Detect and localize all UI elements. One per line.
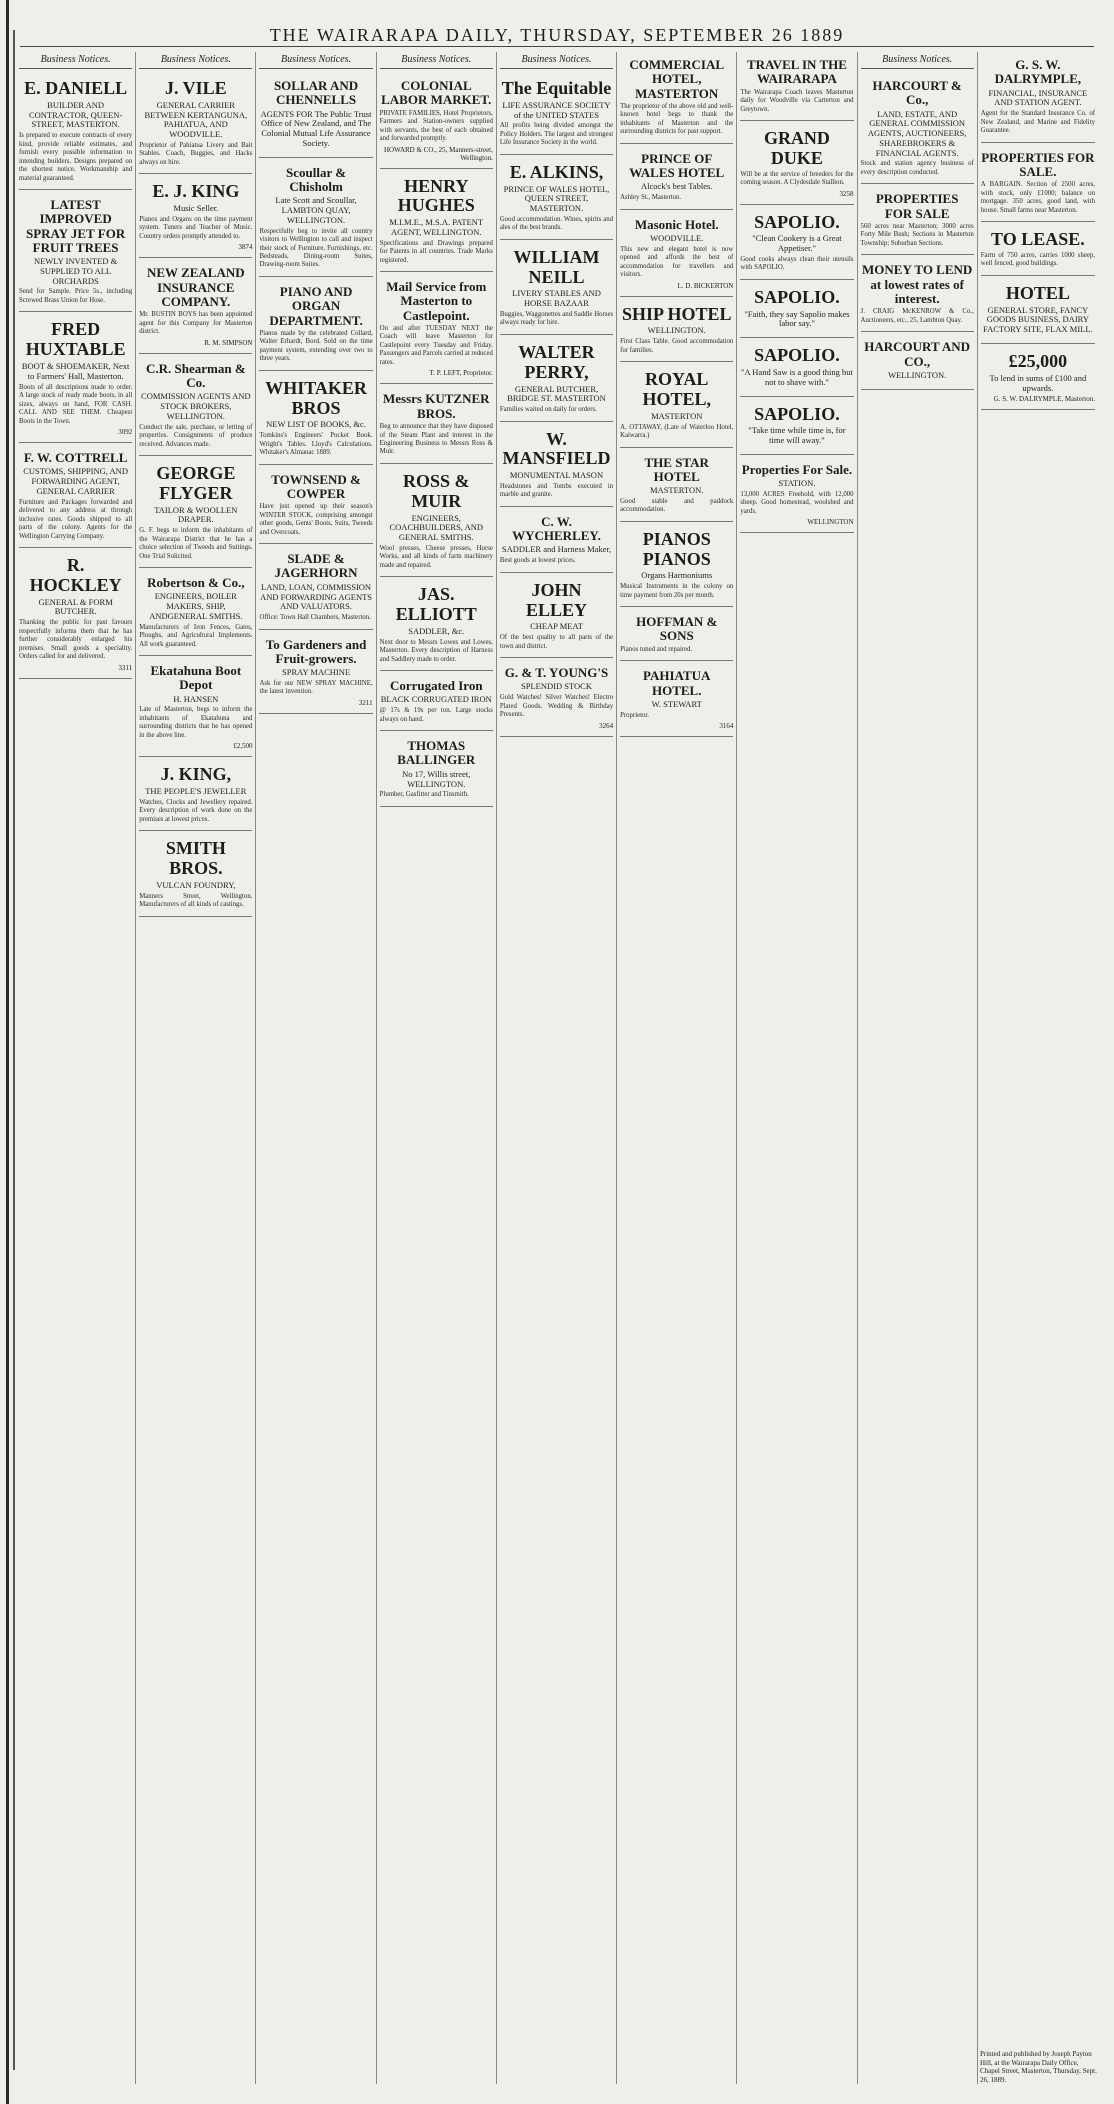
ad-body: Next door to Messrs Lowes and Lowes, Masterton. Every description of Harness and Saddlery made to order. (379, 638, 493, 663)
advertisement (380, 733, 493, 807)
ad-title: E. J. KING (152, 181, 240, 202)
advertisement (380, 673, 493, 731)
advertisement (981, 224, 1095, 276)
ad-title: LATEST IMPROVED SPRAY JET FOR FRUIT TREES (26, 197, 126, 255)
advertisement (740, 52, 853, 121)
ad-body: Headstones and Tombs executed in marble and granite. (499, 482, 614, 499)
advertisement (19, 550, 132, 679)
ad-body: On and after TUESDAY NEXT the Coach will leave Masterton for Castlepoint every Tuesday and Friday. Passengers and Parcels carried at reduced rates. (379, 325, 493, 366)
ad-title: HOFFMAN & SONS (636, 614, 718, 644)
ad-subtitle: "Clean Cookery is a Great Appetiser." (752, 233, 842, 254)
ad-body: G. F. begs to inform the inhabitants of the Wairarapa District that he has a choice selection of Tweeds and Suitings. One Trial Solicited. (139, 527, 253, 560)
advertisement (981, 52, 1095, 143)
ad-reference: 3092 (118, 428, 133, 436)
advertisement (740, 457, 853, 534)
column-3 (256, 52, 376, 2084)
ad-reference: L. D. BICKERTON (677, 281, 734, 290)
ad-body: Send for Sample. Price 5s., including Screwed Brass Union for Hose. (19, 288, 133, 304)
ad-title: HARCOURT AND CO., (864, 339, 971, 369)
advertisement (139, 458, 252, 568)
ad-subtitle: "A Hand Saw is a good thing but not to shave with." (741, 367, 853, 387)
ad-subtitle: SADDLER and Harness Maker, (501, 544, 612, 555)
ad-subtitle: Late Scott and Scoullar, LAMBTON QUAY, WELLINGTON. (275, 195, 357, 225)
ad-title: SAPOLIO. (754, 286, 840, 307)
ad-body: Conduct the sale, purchase, or letting of properties. Consignments of produce received. Advances made. (139, 423, 253, 448)
ad-reference: T. P. LEFT, Proprietor. (429, 369, 493, 378)
advertisement (259, 160, 372, 277)
ad-body: Late of Masterton, begs to inform the inhabitants of Ekatahuna and surrounding districts that he has opened in the above line. (139, 706, 253, 739)
ad-subtitle: No 17, Willis street, WELLINGTON. (402, 768, 471, 789)
ad-title: R. HOCKLEY (29, 555, 122, 595)
ad-reference: 3874 (238, 243, 253, 252)
ad-body: 560 acres near Masterton; 3000 acres Forty Mile Bush; Sections in Masterton Township; Suburban Sections. (860, 222, 974, 247)
ad-title: WHITAKER BROS (265, 377, 367, 418)
ad-body: Specifications and Drawings prepared for Patents in all countries. Trade Marks registered. (379, 239, 493, 264)
ad-reference: 3164 (719, 722, 734, 731)
ad-title: G. & T. YOUNG'S (504, 665, 609, 681)
ad-body: PRIVATE FAMILIES, Hotel Proprietors, Farmers and Station-owners supplied with servants, the best of each obtained and forwarded promptly. (379, 109, 493, 143)
ad-title: Masonic Hotel. (634, 216, 719, 232)
ad-subtitle: "Take time while time is, for time will away." (748, 425, 846, 446)
ad-subtitle: THE PEOPLE'S JEWELLER (145, 786, 247, 797)
advertisement (19, 314, 132, 443)
ad-subtitle: TAILOR & WOOLLEN DRAPER. (154, 504, 238, 525)
advertisement (861, 334, 974, 389)
ad-reference: 3258 (839, 189, 854, 198)
ad-body: Farm of 750 acres, carries 1000 sheep, well fenced, good buildings. (980, 251, 1095, 268)
column-5 (497, 52, 617, 2084)
ad-body: A BARGAIN. Section of 2500 acres, with stock, only £1000; balance on mortgage. 350 acres, good land, with house. Small farms near Masterton. (980, 181, 1095, 214)
ad-title: Mail Service from Masterton to Castlepoint. (386, 279, 487, 323)
ad-subtitle: ENGINEERS, BOILER MAKERS, SHIP, ANDGENERAL SMITHS. (149, 591, 243, 621)
ad-body: Pianos made by the celebrated Collard, Walter Erhardt, Bord. Sold on the time payment system, extending over two to three years. (259, 329, 373, 363)
ad-title: F. W. COTTRELL (23, 450, 128, 465)
advertisement (19, 73, 132, 190)
ad-title: Robertson & Co., (147, 575, 245, 591)
ad-title: J. VILE (164, 78, 227, 98)
advertisement (380, 73, 493, 169)
advertisement (259, 632, 372, 714)
advertisement (740, 340, 853, 396)
ad-title: SAPOLIO. (754, 345, 840, 366)
advertisement (620, 450, 733, 522)
advertisement (861, 257, 974, 332)
ad-body: Respectfully beg to invite all country visitors to Wellington to call and inspect their stock of Furniture, Furnishings, etc. Bedsteads, Dining-room Suites, Drawing-room Suites. (259, 227, 373, 269)
ad-title: HENRY HUGHES (397, 175, 475, 216)
ad-reference: 3211 (358, 698, 373, 707)
ad-body: The proprietor of the above old and well-known hotel begs to thank the inhabitants of Masterton and the surrounding districts for past support. (620, 102, 734, 136)
ad-body: Beg to announce that they have disposed of the Steam Plant and interest in the Engineering Business to Messrs Ross & Muir. (379, 423, 493, 456)
ad-subtitle: NEWLY INVENTED & SUPPLIED TO ALL ORCHARDS (33, 256, 118, 286)
advertisement (259, 546, 372, 629)
ad-title: Ekatahuna Boot Depot (150, 663, 242, 693)
ad-subtitle: LIVERY STABLES AND HORSE BAZAAR (512, 288, 601, 309)
ad-title: C. W. WYCHERLEY. (512, 513, 601, 544)
advertisement (620, 663, 733, 737)
ad-title: E. DANIELL (24, 78, 128, 98)
advertisement (981, 278, 1095, 344)
advertisement (139, 176, 252, 258)
advertisement (500, 509, 613, 573)
ad-body: Good cooks always clean their utensils with SAPOLIO. (740, 255, 854, 272)
column-4 (377, 52, 497, 2084)
ad-subtitle: LIFE ASSURANCE SOCIETY of the UNITED STATES (502, 99, 611, 120)
column-9 (978, 52, 1098, 2084)
ad-body: Boots of all descriptions made to order. A large stock of ready made boots, in all sizes, always on hand, FOR CASH. CALL AND SEE THEM. Cheapest Boots in the Town. (19, 383, 133, 425)
ad-subtitle: SPLENDID STOCK (521, 681, 592, 692)
advertisement (620, 212, 733, 297)
ad-subtitle: FINANCIAL, INSURANCE AND STATION AGENT. (988, 87, 1088, 108)
ad-subtitle: Alcock's best Tables. (641, 181, 713, 192)
advertisement (620, 52, 733, 144)
ad-title: TRAVEL IN THE WAIRARAPA (746, 57, 847, 87)
ad-subtitle: GENERAL STORE, FANCY GOODS BUSINESS, DAIRY FACTORY SITE, FLAX MILL. (983, 304, 1093, 335)
ad-title: SAPOLIO. (754, 403, 840, 424)
ad-subtitle: BOOT & SHOEMAKER, Next to Farmers' Hall, Masterton. (21, 361, 130, 381)
advertisement (861, 73, 974, 184)
column-heading: Business Notices. (259, 52, 372, 69)
ad-subtitle: VULCAN FOUNDRY, (156, 880, 236, 891)
advertisement (500, 660, 613, 737)
ad-title: FRED HUXTABLE (25, 319, 126, 360)
advertisement (139, 260, 252, 353)
ad-reference: R. M. SIMPSON (204, 338, 253, 347)
column-8 (858, 52, 978, 2084)
ad-body: Watches, Clocks and Jewellery repaired. Every description of work done on the premises at lowest prices. (139, 798, 253, 823)
ad-body: This new and elegant hotel is now opened and affords the best of accommodation for travellers and visitors. (620, 245, 734, 279)
ad-title: Scoullar & Chisholm (286, 164, 347, 194)
column-heading: Business Notices. (19, 52, 132, 69)
ad-body: Wool presses, Cheese presses, Horse Works, and all kinds of farm machinery made and repaired. (379, 544, 493, 569)
advertisement (139, 658, 252, 757)
ad-body: Manufacturers of Iron Fences, Gates, Ploughs, and Agricultural Implements. All work guaranteed. (139, 623, 253, 648)
ad-subtitle: M.I.M.E., M.S.A. PATENT AGENT, WELLINGTON. (389, 217, 484, 237)
ad-title: PIANO AND ORGAN DEPARTMENT. (269, 283, 363, 328)
column-1 (16, 52, 136, 2084)
ad-subtitle: GENERAL CARRIER BETWEEN KERTANGUNA, PAHIATUA, AND WOODVILLE. (144, 99, 248, 140)
ad-title: TO LEASE. (991, 229, 1085, 250)
ad-subtitle: Organs Harmoniums (641, 570, 713, 581)
ad-title: C.R. Shearman & Co. (145, 360, 246, 390)
ad-body: Pianos tuned and repaired. (620, 645, 693, 653)
column-heading: Business Notices. (500, 52, 613, 69)
advertisement (500, 337, 613, 422)
ad-body: Buggies, Waggonettes and Saddle Horses always ready for hire. (499, 310, 614, 327)
ad-subtitle: MONUMENTAL MASON (509, 470, 604, 481)
ad-title: G. S. W. DALRYMPLE, (994, 57, 1082, 87)
ad-body: Best goods at lowest prices. (499, 557, 576, 565)
advertisement (620, 609, 733, 661)
advertisement (139, 356, 252, 456)
ad-subtitle: GENERAL & FORM BUTCHER. (38, 596, 113, 617)
ad-title: Properties For Sale. (741, 461, 853, 477)
ad-title: PIANOS PIANOS (642, 528, 711, 569)
ad-body: Will be at the service of breeders for the coming season. A Clydesdale Stallion. (740, 170, 854, 187)
ad-body: Office: Town Hall Chambers, Masterton. (259, 614, 371, 622)
ad-subtitle: NEW LIST OF BOOKS, &c. (266, 419, 366, 430)
advertisement (380, 386, 493, 464)
advertisement (139, 833, 252, 916)
ad-reference: 3311 (118, 663, 133, 672)
ad-title: To Gardeners and Fruit-growers. (265, 636, 367, 666)
advertisement (19, 445, 132, 548)
ad-body: Good stable and paddock accommodation. (620, 497, 734, 514)
ad-title: PROPERTIES FOR SALE. (981, 149, 1095, 179)
ad-body: Pianos and Organs on the time payment system. Tuners and Teacher of Music. Country orders promptly attended to. (139, 215, 253, 240)
ad-title: Messrs KUTZNER BROS. (383, 391, 490, 421)
ad-subtitle: W. STEWART (651, 698, 702, 709)
advertisement (259, 373, 372, 465)
ad-subtitle: GENERAL BUTCHER, BRIDGE ST. MASTERTON (507, 383, 606, 404)
ad-title: HOTEL (1005, 282, 1070, 303)
ad-subtitle: MASTERTON (651, 410, 703, 421)
ad-subtitle: To lend in sums of £100 and upwards. (989, 372, 1087, 393)
advertisement (139, 759, 252, 831)
ad-title: J. KING, (160, 764, 232, 785)
advertisement (620, 146, 733, 210)
advertisement (500, 575, 613, 658)
ad-body: Agent for the Standard Insurance Co. of New Zealand, and Marine and Fidelity Guarantee. (980, 110, 1095, 135)
ad-title: SOLLAR AND CHENNELLS (273, 78, 359, 108)
ad-title: GEORGE FLYGER (156, 463, 236, 503)
ad-subtitle: LAND, LOAN, COMMISSION AND FORWARDING AGENTS AND VALUATORS. (260, 581, 373, 612)
advertisement (740, 207, 853, 280)
ad-body: Have just opened up their season's WINTER STOCK, comprising amongst other goods, Gents' Boots, Suits, Tweeds and Overcoats. (259, 503, 373, 536)
ad-title: JAS. ELLIOTT (395, 584, 477, 625)
advertisement (861, 186, 974, 255)
advertisement (500, 424, 613, 507)
masthead-title: THE WAIRARAPA DAILY, THURSDAY, SEPTEMBER 26 1889 (269, 25, 845, 45)
ad-title: GRAND DUKE (763, 128, 830, 168)
ad-title: MONEY TO LEND at lowest rates of interest. (862, 262, 973, 307)
ad-title: The Equitable (501, 78, 612, 98)
ad-title: NEW ZEALAND INSURANCE COMPANY. (147, 265, 245, 309)
ad-title: ROYAL HOTEL, (642, 369, 711, 409)
ad-title: SLADE & JAGERHORN (274, 551, 358, 581)
ad-subtitle: AGENTS FOR The Public Trust Office of New Zealand, and The Colonial Mutual Life Assurance Society. (260, 108, 372, 148)
advertisement (620, 364, 733, 447)
ad-body: Families waited on daily for orders. (499, 406, 597, 414)
ad-title: PRINCE OF WALES HOTEL (629, 150, 725, 181)
ad-body: Thanking the public for past favours respectfully informs them that he has further considerably enlarged his premises. Small goods a speciality. Orders called for and delivered. (19, 619, 133, 661)
ad-subtitle: SPRAY MACHINE (281, 667, 351, 678)
imprint: Printed and published by Joseph Payton Hill, at the Wairarapa Daily Office, Chapel Street, Masterton, Thursday, Sept. 26, 1889. (980, 2050, 1097, 2084)
advertisement (259, 467, 372, 545)
ad-subtitle: ENGINEERS, COACHBUILDERS, AND GENERAL SMITHS. (389, 512, 484, 543)
advertisement (259, 73, 372, 158)
ad-reference: 3264 (599, 721, 614, 730)
advertisement (620, 524, 733, 607)
column-heading: Business Notices. (380, 52, 493, 69)
ad-title: WILLIAM NEILL (513, 246, 600, 287)
ad-subtitle: CHEAP MEAT (530, 621, 583, 632)
ad-body: Furniture and Packages forwarded and delivered to any address at through inclusive rates. Goods shipped to all parts of the colony. Agents for the Wellington Carrying Company. (19, 498, 133, 540)
advertisement (500, 242, 613, 335)
ad-body: 13,000 ACRES Freehold, with 12,000 sheep. Good homestead, woolshed and yards. (740, 490, 854, 515)
ad-title: COMMERCIAL HOTEL, MASTERTON (629, 57, 725, 101)
advertisement (380, 171, 493, 273)
ad-subtitle: WELLINGTON. (888, 369, 947, 380)
ad-body: Is prepared to execute contracts of every kind, provide reliable estimates, and furnish every possible information to intending builders. Designs prepared on the shortest notice. Workmanship and material guaranteed. (19, 132, 133, 182)
ad-title: TOWNSEND & COWPER (271, 471, 361, 501)
ad-subtitle: MASTERTON. (650, 485, 704, 496)
ad-title: Corrugated Iron (389, 678, 483, 694)
ad-title: PROPERTIES FOR SALE (875, 191, 959, 221)
advertisement (981, 145, 1095, 223)
advertisement (740, 123, 853, 205)
ad-subtitle: "Faith, they say Sapolio makes labor say." (744, 308, 850, 329)
advertisement (620, 299, 733, 363)
advertisement (380, 274, 493, 384)
column-heading: Business Notices. (139, 52, 252, 69)
ad-subtitle: Music Seller. (173, 203, 219, 214)
ad-title: SAPOLIO. (754, 211, 840, 232)
column-2 (136, 52, 256, 2084)
ad-subtitle: STATION. (778, 478, 816, 489)
ad-reference: £2,500 (233, 742, 253, 751)
column-7 (737, 52, 857, 2084)
ad-body: Plumber, Gasfitter and Tinsmith. (379, 791, 469, 799)
ad-title: THE STAR HOTEL (644, 454, 709, 484)
ad-subtitle: H. HANSEN (173, 693, 219, 704)
advertisement (19, 192, 132, 312)
ad-title: THOMAS BALLINGER (397, 738, 476, 768)
ad-body: Gold Watches! Silver Watches! Electro Plated Goods. Wedding & Birthday Presents. (499, 694, 614, 719)
ad-body: Ashley St., Masterton. (620, 194, 682, 202)
ad-body: @ 17s & 19s per ton. Large stocks always on hand. (379, 707, 493, 723)
ad-body: Good accommodation. Wines, spirits and ales of the best brands. (499, 215, 614, 232)
ad-title: E. ALKINS, (509, 161, 604, 182)
advertisement (500, 157, 613, 240)
ad-body: A. OTTAWAY, (Late of Waterloo Hotel, Kaiwarra.) (620, 423, 734, 440)
advertisement (380, 466, 493, 577)
advertisement (139, 570, 252, 656)
advertisement (139, 73, 252, 174)
advertisement (740, 399, 853, 455)
ad-title: JOHN ELLEY (525, 579, 587, 620)
ad-body: Ask for our NEW SPRAY MACHINE, the latest invention. (259, 679, 373, 696)
ad-body: First Class Table. Good accommodation for families. (620, 338, 734, 354)
ad-subtitle: PRINCE OF WALES HOTEL, QUEEN STREET, MASTERTON. (503, 183, 610, 214)
ad-subtitle: WOODVILLE. (650, 232, 704, 243)
ad-subtitle: BUILDER AND CONTRACTOR, QUEEN-STREET, MASTERTON. (28, 99, 123, 130)
ad-body: All profits being divided amongst the Policy Holders. The largest and strongest Life Insurance Society in the world. (499, 122, 614, 147)
ad-title: SHIP HOTEL (621, 303, 732, 324)
ad-title: £25,000 (1008, 350, 1068, 371)
ad-subtitle: SADDLER, &c. (408, 625, 465, 636)
ad-reference: WELLINGTON (807, 518, 854, 527)
ad-subtitle: BLACK CORRUGATED IRON (380, 694, 492, 705)
masthead (20, 20, 1094, 47)
column-heading: Business Notices. (861, 52, 974, 69)
ad-body: Manners Street, Wellington. Manufacturers of all kinds of castings. (139, 892, 253, 909)
advertisement (740, 282, 853, 338)
ad-reference: G. S. W. DALRYMPLE, Masterton. (993, 395, 1095, 404)
advertisement (981, 346, 1095, 410)
ad-subtitle: WELLINGTON. (647, 325, 706, 336)
ad-body: Mr. BUSTIN BOYS has been appointed agent for this Company for Masterton district. (139, 311, 253, 336)
ad-body: J. CRAIG McKENROW & Co., Auctioneers, etc., 25, Lambton Quay. (860, 308, 974, 324)
ad-title: SMITH BROS. (165, 838, 226, 879)
ad-title: ROSS & MUIR (403, 470, 470, 511)
ad-body: Tomkins's Engineers' Pocket Book. Wright's Tables. Lloyd's Calculations. Whitaker's Almanac 1889. (259, 432, 373, 457)
columns (16, 52, 1098, 2084)
ad-body: Proprietor of Pahiatua Livery and Bait Stables. Coach, Buggies, and Hacks always on hire. (139, 141, 253, 166)
ad-subtitle: LAND, ESTATE, AND GENERAL COMMISSION AGENTS, AUCTIONEERS, SHAREBROKERS & FINANCIAL AGENTS. (867, 108, 967, 158)
ad-reference: HOWARD & CO., 25, Manners-street, Wellington. (384, 145, 493, 162)
ad-body: Of the best quality to all parts of the town and district. (499, 634, 614, 650)
ad-body: Musical Instruments in the colony on time payment from 20s per month. (620, 583, 734, 599)
column-6 (617, 52, 737, 2084)
ad-body: Proprietor. (620, 711, 649, 719)
ad-body: Stock and station agency business of every description conducted. (860, 160, 974, 176)
advertisement (259, 279, 372, 371)
ad-title: COLONIAL LABOR MARKET. (381, 78, 492, 108)
ad-title: W. MANSFIELD (502, 428, 611, 469)
ad-subtitle: COMMISSION AGENTS AND STOCK BROKERS, WELLINGTON. (141, 391, 251, 421)
advertisement (380, 579, 493, 671)
advertisement (500, 73, 613, 155)
ad-body: The Wairarapa Coach leaves Masterton daily for Woodville via Carterton and Greytown. (740, 88, 854, 113)
ad-subtitle: CUSTOMS, SHIPPING, AND FORWARDING AGENT, GENERAL CARRIER (23, 466, 128, 496)
ad-title: HARCOURT & Co., (872, 78, 962, 108)
ad-title: WALTER PERRY, (518, 341, 595, 382)
ad-title: PAHIATUA HOTEL. (643, 668, 711, 698)
